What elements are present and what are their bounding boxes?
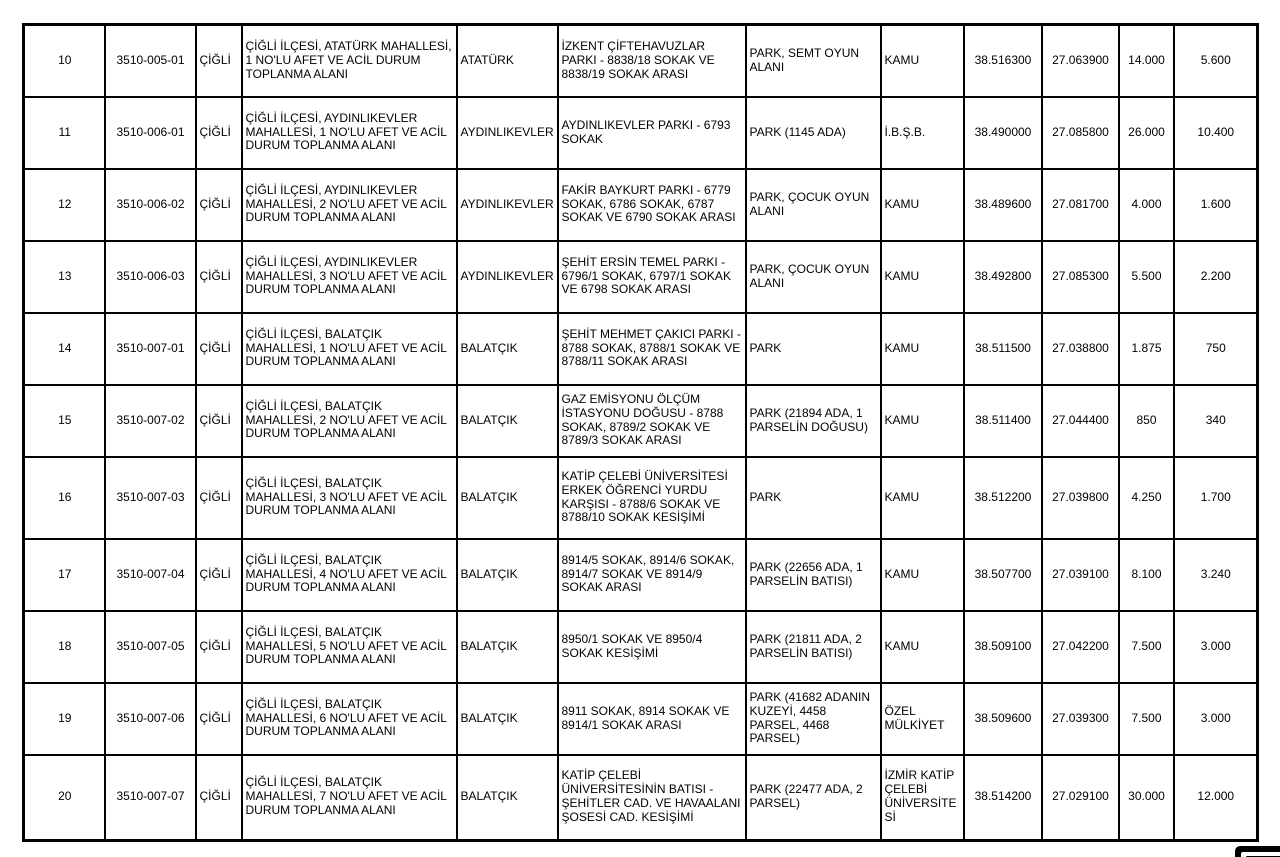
cell-area-name: ÇİĞLİ İLÇESİ, BALATÇIK MAHALLESİ, 7 NO'LU AFET VE ACİL DURUM TOPLANMA ALANI [242, 755, 457, 841]
table-row [24, 25, 1258, 97]
cell-area-name: ÇİĞLİ İLÇESİ, AYDINLIKEVLER MAHALLESİ, 3 NO'LU AFET VE ACİL DURUM TOPLANMA ALANI [242, 241, 457, 313]
cell-ownership: KAMU [881, 25, 964, 97]
cell-capacity: 750 [1174, 313, 1258, 385]
cell-longitude: 27.029100 [1042, 755, 1119, 841]
cell-latitude: 38.489600 [964, 169, 1042, 241]
cell-ownership: KAMU [881, 457, 964, 539]
cell-ownership: KAMU [881, 169, 964, 241]
cell-ownership: KAMU [881, 313, 964, 385]
cell-location: GAZ EMİSYONU ÖLÇÜM İSTASYONU DOĞUSU - 8788 SOKAK, 8789/2 SOKAK VE 8789/3 SOKAK ARASI [558, 385, 746, 457]
cell-capacity: 12.000 [1174, 755, 1258, 841]
cell-capacity: 2.200 [1174, 241, 1258, 313]
cell-ownership: KAMU [881, 539, 964, 611]
cell-area-name: ÇİĞLİ İLÇESİ, AYDINLIKEVLER MAHALLESİ, 1 NO'LU AFET VE ACİL DURUM TOPLANMA ALANI [242, 97, 457, 169]
cell-district: ÇİĞLİ [196, 169, 242, 241]
cell-district: ÇİĞLİ [196, 25, 242, 97]
cell-type: PARK (1145 ADA) [746, 97, 881, 169]
cell-neighborhood: ATATÜRK [457, 25, 558, 97]
cell-neighborhood: AYDINLIKEVLER [457, 97, 558, 169]
cell-area-name: ÇİĞLİ İLÇESİ, BALATÇIK MAHALLESİ, 4 NO'LU AFET VE ACİL DURUM TOPLANMA ALANI [242, 539, 457, 611]
cell-district: ÇİĞLİ [196, 241, 242, 313]
cell-ownership: İZMİR KATİP ÇELEBİ ÜNİVERSİTESİ [881, 755, 964, 841]
cell-location: 8914/5 SOKAK, 8914/6 SOKAK, 8914/7 SOKAK VE 8914/9 SOKAK ARASI [558, 539, 746, 611]
cell-longitude: 27.039300 [1042, 683, 1119, 755]
cell-capacity: 1.700 [1174, 457, 1258, 539]
cell-area-size: 4.250 [1119, 457, 1174, 539]
cell-longitude: 27.038800 [1042, 313, 1119, 385]
cell-latitude: 38.516300 [964, 25, 1042, 97]
cell-district: ÇİĞLİ [196, 611, 242, 683]
cell-row-number: 17 [24, 539, 105, 611]
cell-type: PARK [746, 457, 881, 539]
cell-code: 3510-006-01 [105, 97, 196, 169]
cell-location: KATİP ÇELEBİ ÜNİVERSİTESİ ERKEK ÖĞRENCİ YURDU KARŞISI - 8788/6 SOKAK VE 8788/10 SOKAK KESİŞİMİ [558, 457, 746, 539]
cell-capacity: 3.240 [1174, 539, 1258, 611]
cell-district: ÇİĞLİ [196, 313, 242, 385]
cell-district: ÇİĞLİ [196, 755, 242, 841]
cell-longitude: 27.085800 [1042, 97, 1119, 169]
cell-location: 8911 SOKAK, 8914 SOKAK VE 8914/1 SOKAK ARASI [558, 683, 746, 755]
cell-ownership: ÖZEL MÜLKİYET [881, 683, 964, 755]
cell-area-name: ÇİĞLİ İLÇESİ, BALATÇIK MAHALLESİ, 3 NO'LU AFET VE ACİL DURUM TOPLANMA ALANI [242, 457, 457, 539]
cell-location: ŞEHİT MEHMET ÇAKICI PARKI - 8788 SOKAK, 8788/1 SOKAK VE 8788/11 SOKAK ARASI [558, 313, 746, 385]
cell-code: 3510-007-05 [105, 611, 196, 683]
cell-row-number: 15 [24, 385, 105, 457]
cell-district: ÇİĞLİ [196, 683, 242, 755]
cell-longitude: 27.081700 [1042, 169, 1119, 241]
cell-district: ÇİĞLİ [196, 457, 242, 539]
cell-area-size: 1.875 [1119, 313, 1174, 385]
cell-code: 3510-007-07 [105, 755, 196, 841]
cell-type: PARK (41682 ADANIN KUZEYİ, 4458 PARSEL, 4468 PARSEL) [746, 683, 881, 755]
cell-area-size: 5.500 [1119, 241, 1174, 313]
cell-neighborhood: BALATÇIK [457, 755, 558, 841]
cell-location: AYDINLIKEVLER PARKI - 6793 SOKAK [558, 97, 746, 169]
table-row [24, 313, 1258, 385]
cell-area-name: ÇİĞLİ İLÇESİ, ATATÜRK MAHALLESİ, 1 NO'LU AFET VE ACİL DURUM TOPLANMA ALANI [242, 25, 457, 97]
cell-longitude: 27.039100 [1042, 539, 1119, 611]
cell-latitude: 38.511500 [964, 313, 1042, 385]
cell-location: FAKİR BAYKURT PARKI - 6779 SOKAK, 6786 SOKAK, 6787 SOKAK VE 6790 SOKAK ARASI [558, 169, 746, 241]
table-row [24, 241, 1258, 313]
cell-area-size: 7.500 [1119, 683, 1174, 755]
cell-type: PARK (21894 ADA, 1 PARSELİN DOĞUSU) [746, 385, 881, 457]
cell-capacity: 340 [1174, 385, 1258, 457]
cell-code: 3510-007-06 [105, 683, 196, 755]
cell-row-number: 18 [24, 611, 105, 683]
cell-code: 3510-007-04 [105, 539, 196, 611]
cell-capacity: 3.000 [1174, 611, 1258, 683]
cell-longitude: 27.039800 [1042, 457, 1119, 539]
cell-row-number: 20 [24, 755, 105, 841]
cell-longitude: 27.063900 [1042, 25, 1119, 97]
cell-area-size: 14.000 [1119, 25, 1174, 97]
cell-area-name: ÇİĞLİ İLÇESİ, BALATÇIK MAHALLESİ, 6 NO'LU AFET VE ACİL DURUM TOPLANMA ALANI [242, 683, 457, 755]
cell-location: ŞEHİT ERSİN TEMEL PARKI - 6796/1 SOKAK, 6797/1 SOKAK VE 6798 SOKAK ARASI [558, 241, 746, 313]
cell-row-number: 19 [24, 683, 105, 755]
table-row [24, 611, 1258, 683]
cell-latitude: 38.492800 [964, 241, 1042, 313]
cell-latitude: 38.507700 [964, 539, 1042, 611]
cell-area-name: ÇİĞLİ İLÇESİ, AYDINLIKEVLER MAHALLESİ, 2 NO'LU AFET VE ACİL DURUM TOPLANMA ALANI [242, 169, 457, 241]
cell-type: PARK (22477 ADA, 2 PARSEL) [746, 755, 881, 841]
cell-latitude: 38.512200 [964, 457, 1042, 539]
cell-location: 8950/1 SOKAK VE 8950/4 SOKAK KESİŞİMİ [558, 611, 746, 683]
cell-area-name: ÇİĞLİ İLÇESİ, BALATÇIK MAHALLESİ, 5 NO'LU AFET VE ACİL DURUM TOPLANMA ALANI [242, 611, 457, 683]
cell-longitude: 27.044400 [1042, 385, 1119, 457]
cell-area-size: 7.500 [1119, 611, 1174, 683]
cell-area-name: ÇİĞLİ İLÇESİ, BALATÇIK MAHALLESİ, 1 NO'LU AFET VE ACİL DURUM TOPLANMA ALANI [242, 313, 457, 385]
cell-code: 3510-007-01 [105, 313, 196, 385]
cell-code: 3510-007-02 [105, 385, 196, 457]
cell-neighborhood: BALATÇIK [457, 611, 558, 683]
cell-area-size: 30.000 [1119, 755, 1174, 841]
table-row [24, 169, 1258, 241]
cell-area-size: 8.100 [1119, 539, 1174, 611]
table-row [24, 539, 1258, 611]
cell-row-number: 12 [24, 169, 105, 241]
cell-area-size: 26.000 [1119, 97, 1174, 169]
cell-ownership: KAMU [881, 241, 964, 313]
cell-latitude: 38.490000 [964, 97, 1042, 169]
cell-row-number: 13 [24, 241, 105, 313]
cell-row-number: 11 [24, 97, 105, 169]
cell-district: ÇİĞLİ [196, 385, 242, 457]
cell-longitude: 27.042200 [1042, 611, 1119, 683]
cell-ownership: KAMU [881, 611, 964, 683]
table-row [24, 97, 1258, 169]
cell-type: PARK (21811 ADA, 2 PARSELİN BATISI) [746, 611, 881, 683]
cell-capacity: 5.600 [1174, 25, 1258, 97]
cell-code: 3510-006-02 [105, 169, 196, 241]
cell-area-name: ÇİĞLİ İLÇESİ, BALATÇIK MAHALLESİ, 2 NO'LU AFET VE ACİL DURUM TOPLANMA ALANI [242, 385, 457, 457]
cell-code: 3510-005-01 [105, 25, 196, 97]
cell-neighborhood: BALATÇIK [457, 683, 558, 755]
cell-latitude: 38.509100 [964, 611, 1042, 683]
overlapping-window-corner [1235, 846, 1280, 857]
cell-type: PARK, ÇOCUK OYUN ALANI [746, 169, 881, 241]
table-row [24, 385, 1258, 457]
cell-latitude: 38.514200 [964, 755, 1042, 841]
cell-neighborhood: BALATÇIK [457, 313, 558, 385]
cell-neighborhood: AYDINLIKEVLER [457, 241, 558, 313]
cell-capacity: 10.400 [1174, 97, 1258, 169]
cell-capacity: 1.600 [1174, 169, 1258, 241]
cell-type: PARK, ÇOCUK OYUN ALANI [746, 241, 881, 313]
cell-type: PARK [746, 313, 881, 385]
cell-neighborhood: BALATÇIK [457, 457, 558, 539]
cell-type: PARK (22656 ADA, 1 PARSELİN BATISI) [746, 539, 881, 611]
cell-location: KATİP ÇELEBİ ÜNİVERSİTESİNİN BATISI - ŞEHİTLER CAD. VE HAVAALANI ŞOSESİ CAD. KESİŞİMİ [558, 755, 746, 841]
cell-code: 3510-006-03 [105, 241, 196, 313]
table-row [24, 457, 1258, 539]
assembly-areas-table [22, 23, 1259, 842]
cell-district: ÇİĞLİ [196, 97, 242, 169]
cell-latitude: 38.511400 [964, 385, 1042, 457]
document-page [22, 23, 1259, 842]
cell-location: İZKENT ÇİFTEHAVUZLAR PARKI - 8838/18 SOKAK VE 8838/19 SOKAK ARASI [558, 25, 746, 97]
cell-row-number: 10 [24, 25, 105, 97]
cell-neighborhood: AYDINLIKEVLER [457, 169, 558, 241]
cell-district: ÇİĞLİ [196, 539, 242, 611]
cell-code: 3510-007-03 [105, 457, 196, 539]
cell-longitude: 27.085300 [1042, 241, 1119, 313]
table-row [24, 683, 1258, 755]
cell-row-number: 14 [24, 313, 105, 385]
cell-type: PARK, SEMT OYUN ALANI [746, 25, 881, 97]
cell-capacity: 3.000 [1174, 683, 1258, 755]
cell-area-size: 850 [1119, 385, 1174, 457]
cell-ownership: KAMU [881, 385, 964, 457]
cell-neighborhood: BALATÇIK [457, 539, 558, 611]
cell-latitude: 38.509600 [964, 683, 1042, 755]
cell-neighborhood: BALATÇIK [457, 385, 558, 457]
table-row [24, 755, 1258, 841]
cell-area-size: 4.000 [1119, 169, 1174, 241]
cell-row-number: 16 [24, 457, 105, 539]
overlapping-window-corner-gap [1241, 852, 1280, 857]
cell-ownership: İ.B.Ş.B. [881, 97, 964, 169]
